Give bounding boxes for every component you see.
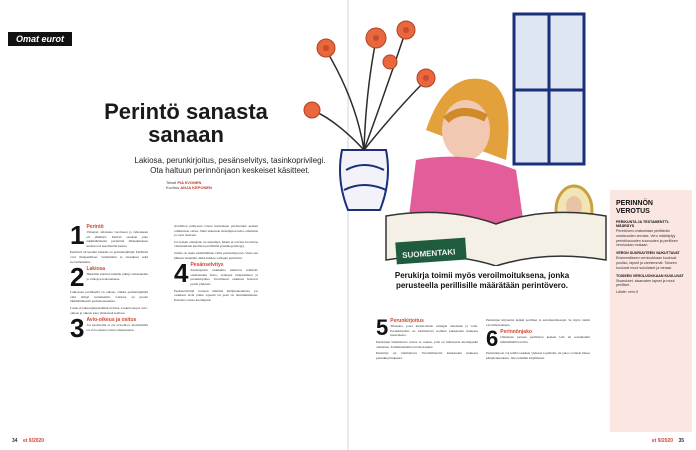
section-number: 3	[70, 313, 85, 344]
paragraph: Perukirja on toimitettava Verohallinnolle kuukauden kuluessa perunkirjoituksesta.	[376, 351, 478, 360]
section-5	[376, 315, 478, 340]
paragraph: Lesen ei lakiosajärjestelmää tarvitse. Leskeä suojaa avio-oikeus ja oikeus asua yhteisessä kodissa.	[70, 305, 148, 315]
magazine-issue: et 9/2020	[651, 438, 674, 444]
paragraph: Avioliiton päätyessä toisen kuolemaan puolisoiden kesken toimitetaan ositus. Siinä lasketaan molempien netto-omaisuus ja varat tasataan.	[174, 224, 258, 238]
section-tag: Omat eurot	[8, 32, 72, 46]
section-number: 6	[486, 326, 499, 352]
sidebar-paragraph: Perintövero maksetaan perittävän omaisuuden arvosta. Vero määräytyy perintöosuuden suuruuden ja perillisen veroluokan mukaan.	[616, 229, 678, 248]
left-column-1	[70, 220, 148, 344]
magazine-issue: et 9/2020	[22, 438, 45, 444]
sidebar-source: Lähde: vero.fi	[616, 290, 638, 295]
woman-reading-illustration	[296, 10, 618, 266]
sidebar-title: PERINNÖN VEROTUS	[616, 200, 653, 215]
right-column-2	[486, 318, 590, 362]
byline	[166, 180, 286, 190]
sidebar-subheading: PERIKUNTA JA TESTAMENTTI-MÄÄRÄYS	[616, 220, 670, 228]
page-number: 35	[678, 438, 684, 444]
paragraph: Perittävä eli kuollut henkilö on perinnönjättäjä. Perillisiä ovat rintaperilliset, vanhemmat ja sisarukset sekä isovanhemmat.	[70, 250, 148, 264]
section-text: Vainajan omaisuus varoineen ja velkoineen eli jäämistö. Perintö saadaan joko lakimääräisenä perintönä lähisukulaisen kuoltua tai testamentin kautta.	[86, 230, 148, 248]
section-2	[70, 262, 148, 293]
sidebar-paragraph: Sisarukset, sisarusten lapset ja muut perilliset.	[616, 278, 675, 288]
section-4	[174, 258, 258, 289]
paragraph: Lakiosaan perillisellä on oikeus, vaikka perinnönjättäjä olisi tehnyt testamentin. Lakiosa on puolet lakimääräisestä perintöosuudesta.	[70, 290, 148, 304]
sidebar-subheading: TOISEEN VEROLUOKKAAN KUULUVAT	[616, 273, 684, 278]
byline-text-label: Teksti	[166, 180, 177, 185]
paragraph: Perukirjan kirjaamat kaikki perilliset ja testamentinsaajat. Se myös toimii veroilmoituksena.	[486, 318, 590, 327]
paragraph: Jos lesken omaisuus on suurempi, hänen ei tarvitse luovuttaa omaisuuttaan kuolleen perillisille (tasinkoprivilegi).	[174, 239, 258, 249]
pull-quote: Perukirja toimii myös veroilmoituksena, jonka perusteella perillisille määrätään perintövero.	[394, 271, 570, 290]
section-1	[70, 220, 148, 250]
illustration	[296, 10, 618, 266]
section-number: 2	[70, 262, 85, 293]
section-heading: Pesänselvitys	[190, 262, 224, 269]
section-heading: Perintö	[86, 224, 104, 230]
byline-illu-name: ANJA KEPONEN	[180, 185, 212, 190]
paragraph: Perukirjan laatimisesta vastaa se osakas, jolla on hallussaan kuolinpesän omaisuus. Toimitusmiehiä tarvitaan kaksi.	[376, 340, 478, 349]
sidebar-paragraph: Ensimmäiseen veroluokkaan kuuluvat puoliso, lapset ja vanhemmat. Toiseen kuuluvat muut sukulaiset ja vieraat.	[616, 256, 677, 270]
section-heading: Perunkirjoitus	[390, 318, 424, 324]
byline-text-name: PIA IIVONEN	[177, 180, 202, 185]
section-6	[486, 326, 590, 352]
section-text: Tilaisuus, jossa luetteloidaan vainajan omaisuus ja velat. Perunkirjoitus on toimitettava kolmen kuukauden kuluessa kuolemasta.	[390, 324, 478, 338]
section-text: Omaisuus jaetaan perillisten kesken lain tai testamentin määräämällä tavalla.	[500, 335, 590, 344]
paragraph: Ositus on usein ensimmäinen vaihe perinnönjaossa. Vasta sen jälkeen tiedetään, mikä kuuluu vainajan perintöön.	[174, 250, 258, 260]
section-number: 5	[376, 315, 389, 340]
section-text: Henkilön kuoltua hänelle jäänyt omaisuuden ja velkojen kokonaisuus.	[86, 272, 148, 281]
section-heading: Avio-oikeus ja ositus	[86, 317, 137, 324]
left-column-2	[174, 224, 258, 304]
section-heading: Perinnönjako	[500, 329, 532, 336]
article-lead: Lakiosa, perunkirjoitus, pesänselvitys, tasinkoprivilegi. Ota haltuun perinnönjaon keskeiset käsitteet.	[134, 156, 326, 175]
paragraph: Perinnönjaon voi tehdä osakkaat yhdessä sopimalla, tai jakoa voidaan hakea käräjäoikeudesta. Jako tehdään kirjallisesti.	[486, 351, 590, 360]
byline-illu-label: Kuvitus	[166, 185, 180, 190]
page-footer-right	[652, 438, 684, 444]
right-column-1	[376, 315, 478, 362]
paragraph: Pesänselvittäjä voidaan määrätä käräjäoikeudesta, jos osakkaat eivät pääse sopuun tai pesä on monimutkainen. Kuluista vastaa kuolinpesä.	[174, 288, 258, 302]
section-number: 4	[174, 258, 189, 289]
page-number: 34	[12, 438, 18, 444]
article-title: Perintö sanasta sanaan	[104, 99, 268, 147]
section-text: Kuolinpesän osakkaille kuuluvat tehtävät: omaisuuden hoito, velkojen maksaminen ja perunkirjoitus. Tavallisesti osakkaat hoitavat pesän yhdessä.	[190, 268, 258, 286]
page-footer-left	[12, 438, 44, 444]
book-label: SUOMENTAKI	[401, 247, 456, 261]
sidebar-subheading: VERON SUURUUTEEN VAIKUTTAVAT	[616, 251, 680, 256]
section-text: Jos puolisoilla ei ole avioehtoa, molemmilla on avio-oikeus toisen omaisuuteen.	[86, 323, 148, 332]
section-3	[70, 313, 148, 344]
section-number: 1	[70, 220, 85, 250]
tax-sidebar	[610, 190, 692, 432]
section-heading: Lakiosa	[86, 266, 106, 273]
